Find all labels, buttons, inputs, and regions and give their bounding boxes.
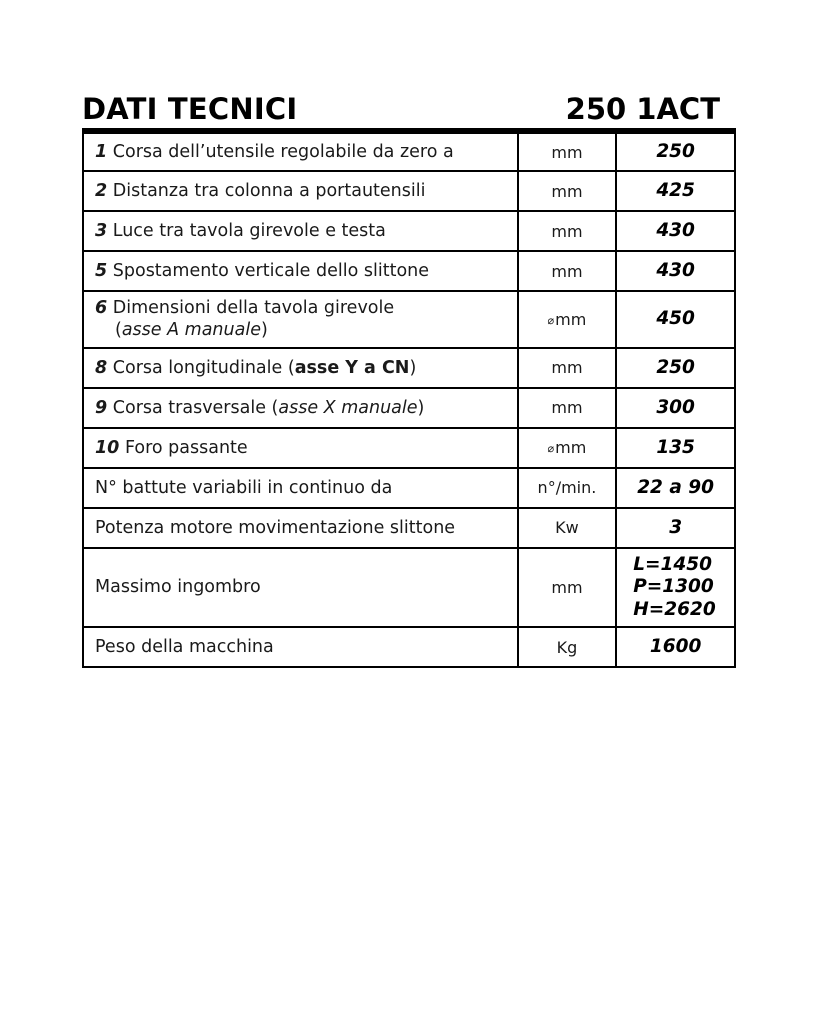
row-value: 250 bbox=[616, 131, 735, 171]
row-unit bbox=[518, 251, 617, 291]
row-description-text: Potenza motore movimentazione slittone bbox=[95, 517, 456, 538]
row-description bbox=[83, 291, 518, 348]
paren-close: ) bbox=[260, 320, 268, 341]
table-row bbox=[83, 428, 735, 468]
row-unit-text: mm bbox=[551, 578, 583, 598]
paren-close: ) bbox=[409, 357, 417, 378]
row-description-text: Spostamento verticale dello slittone bbox=[112, 260, 430, 281]
row-unit bbox=[518, 388, 617, 428]
row-description-text: Massimo ingombro bbox=[95, 577, 261, 598]
row-number: 1 bbox=[95, 141, 108, 162]
row-unit bbox=[518, 348, 617, 388]
spec-sheet bbox=[82, 0, 736, 668]
paren-close: ) bbox=[417, 397, 425, 418]
row-value: 300 bbox=[616, 388, 735, 428]
row-unit-text: mm bbox=[555, 309, 587, 329]
row-description-text: Corsa dell’utensile regolabile da zero a bbox=[112, 141, 454, 162]
table-body bbox=[83, 131, 735, 667]
row-description bbox=[83, 548, 518, 628]
table-row bbox=[83, 548, 735, 628]
row-description bbox=[83, 211, 518, 251]
row-value: 450 bbox=[616, 291, 735, 348]
row-unit-text: mm bbox=[551, 261, 583, 281]
table-row bbox=[83, 627, 735, 667]
row-value: 1600 bbox=[616, 627, 735, 667]
row-value-height: H=2620 bbox=[633, 598, 716, 620]
row-number: 8 bbox=[95, 357, 108, 378]
row-description-text: Luce tra tavola girevole e testa bbox=[112, 220, 386, 241]
row-number: 3 bbox=[95, 220, 108, 241]
table-row bbox=[83, 508, 735, 548]
row-description bbox=[83, 468, 518, 508]
row-unit-text: n°/min. bbox=[537, 478, 597, 498]
row-description bbox=[83, 348, 518, 388]
table-row bbox=[83, 211, 735, 251]
row-unit bbox=[518, 468, 617, 508]
row-description bbox=[83, 627, 518, 667]
row-unit bbox=[518, 627, 617, 667]
row-value bbox=[616, 548, 735, 628]
row-number: 10 bbox=[95, 437, 120, 458]
row-unit bbox=[518, 428, 617, 468]
row-unit-text: mm bbox=[551, 142, 583, 162]
axis-note: asse X manuale bbox=[278, 397, 418, 418]
row-unit bbox=[518, 171, 617, 211]
row-description-text: Corsa trasversale ( bbox=[112, 397, 279, 418]
row-unit bbox=[518, 291, 617, 348]
paren-open: ( bbox=[115, 320, 122, 341]
page-title: DATI TECNICI bbox=[82, 92, 298, 126]
row-value: 22 a 90 bbox=[616, 468, 735, 508]
row-description bbox=[83, 388, 518, 428]
row-description bbox=[83, 508, 518, 548]
row-unit-text: mm bbox=[551, 181, 583, 201]
diameter-icon: ⌀ bbox=[547, 442, 555, 456]
model-designation: 250 1ACT bbox=[565, 92, 720, 126]
row-description-text: Corsa longitudinale ( bbox=[112, 357, 295, 378]
row-number: 2 bbox=[95, 180, 108, 201]
table-row bbox=[83, 468, 735, 508]
table-row bbox=[83, 251, 735, 291]
row-unit-text: mm bbox=[551, 398, 583, 418]
row-description-text: Dimensioni della tavola girevole bbox=[112, 298, 395, 318]
row-value: 135 bbox=[616, 428, 735, 468]
row-value: 250 bbox=[616, 348, 735, 388]
row-description bbox=[83, 171, 518, 211]
axis-note: asse Y a CN bbox=[294, 357, 410, 378]
row-description-text: Foro passante bbox=[124, 437, 248, 458]
row-value: 430 bbox=[616, 251, 735, 291]
row-number: 5 bbox=[95, 260, 108, 281]
document-header bbox=[82, 0, 736, 128]
row-unit bbox=[518, 131, 617, 171]
axis-note: asse A manuale bbox=[121, 320, 261, 341]
row-value-length: L=1450 bbox=[633, 553, 713, 575]
row-description-text: Distanza tra colonna a portautensili bbox=[112, 180, 426, 201]
diameter-icon: ⌀ bbox=[547, 313, 555, 327]
row-value: 3 bbox=[616, 508, 735, 548]
table-row bbox=[83, 171, 735, 211]
row-unit bbox=[518, 508, 617, 548]
row-unit bbox=[518, 548, 617, 628]
row-description bbox=[83, 251, 518, 291]
row-value-depth: P=1300 bbox=[633, 576, 714, 598]
row-description-text: Peso della macchina bbox=[95, 637, 274, 658]
table-row bbox=[83, 388, 735, 428]
row-unit-text: mm bbox=[551, 358, 583, 378]
row-value: 425 bbox=[616, 171, 735, 211]
row-description-second-line bbox=[95, 319, 509, 341]
row-unit bbox=[518, 211, 617, 251]
row-description bbox=[83, 131, 518, 171]
table-row bbox=[83, 291, 735, 348]
row-unit-text: mm bbox=[551, 221, 583, 241]
table-row bbox=[83, 348, 735, 388]
row-unit-text: mm bbox=[555, 438, 587, 458]
technical-data-table bbox=[82, 128, 736, 668]
table-row bbox=[83, 131, 735, 171]
row-unit-text: Kg bbox=[556, 637, 578, 657]
row-number: 9 bbox=[95, 397, 108, 418]
row-description bbox=[83, 428, 518, 468]
row-number: 6 bbox=[95, 298, 108, 318]
row-description-text: N° battute variabili in continuo da bbox=[95, 477, 393, 498]
row-unit-text: Kw bbox=[555, 518, 579, 538]
row-value: 430 bbox=[616, 211, 735, 251]
